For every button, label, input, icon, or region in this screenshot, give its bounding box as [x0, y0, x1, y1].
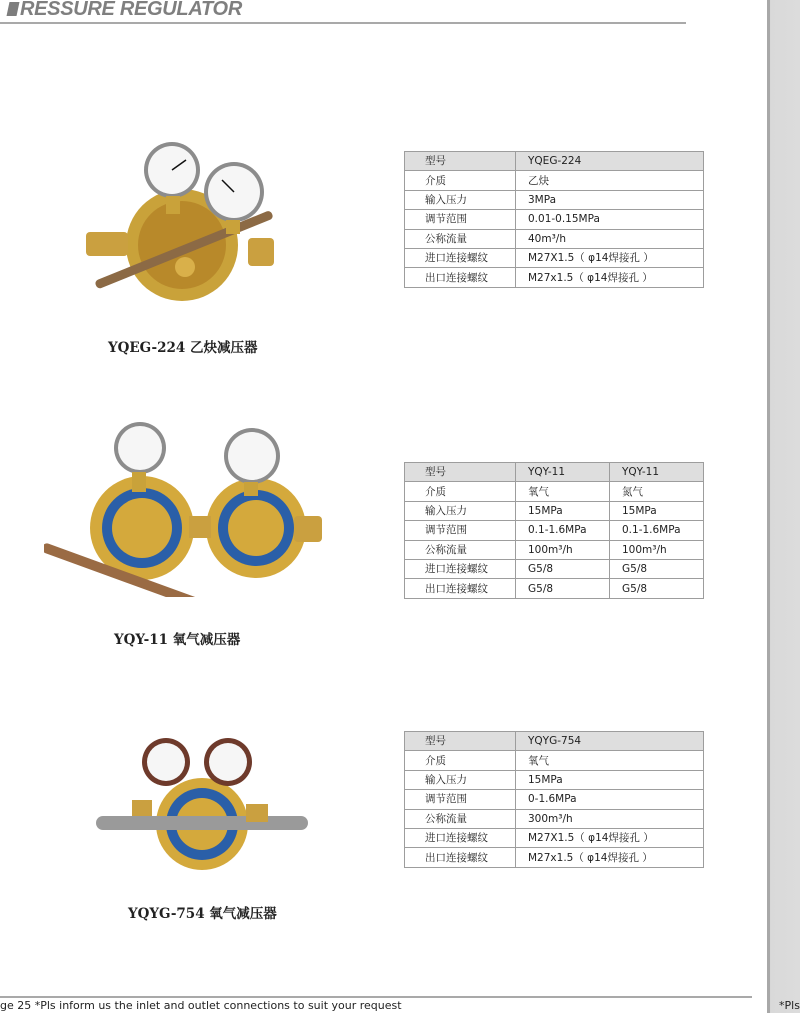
spec-value-cell: YQY-11 — [610, 463, 704, 482]
header-accent-bar — [7, 2, 20, 16]
table-header-row — [405, 732, 704, 751]
table-row — [405, 559, 704, 578]
spec-label-cell: 出口连接螺纹 — [405, 848, 516, 867]
spec-value-cell: 0.01-0.15MPa — [516, 210, 704, 229]
spec-value-cell: 300m³/h — [516, 809, 704, 828]
spec-value-cell: 氮气 — [610, 482, 704, 501]
spec-label-cell: 调节范围 — [405, 210, 516, 229]
spec-value-cell: 氧气 — [516, 482, 610, 501]
spec-value-cell: G5/8 — [516, 579, 610, 598]
spec-value-cell: G5/8 — [610, 559, 704, 578]
oxygen-nitrogen-regulator-photo — [44, 422, 324, 597]
spec-label-cell: 出口连接螺纹 — [405, 579, 516, 598]
spec-value-cell: 100m³/h — [516, 540, 610, 559]
spec-value-cell: YQEG-224 — [516, 152, 704, 171]
spec-value-cell: 100m³/h — [610, 540, 704, 559]
table-row — [405, 210, 704, 229]
spec-table — [404, 462, 704, 599]
spec-value-cell: YQY-11 — [516, 463, 610, 482]
spec-value-cell: YQYG-754 — [516, 732, 704, 751]
spec-value-cell: 40m³/h — [516, 229, 704, 248]
spec-label-cell: 公称流量 — [405, 229, 516, 248]
table-row — [405, 171, 704, 190]
table-row — [405, 482, 704, 501]
spec-label-cell: 型号 — [405, 463, 516, 482]
spec-value-cell: 15MPa — [610, 501, 704, 520]
spec-value-cell: M27x1.5（ φ14焊接孔 ） — [516, 268, 704, 287]
table-row — [405, 751, 704, 770]
spec-value-cell: M27X1.5（ φ14焊接孔 ） — [516, 828, 704, 847]
acetylene-regulator-photo — [78, 140, 278, 315]
footer-note: ge 25 *Pls inform us the inlet and outlet connections to suit your request — [0, 999, 402, 1012]
table-row — [405, 501, 704, 520]
spec-value-cell: 0.1-1.6MPa — [516, 521, 610, 540]
spec-label-cell: 出口连接螺纹 — [405, 268, 516, 287]
product-caption: YQEG-224 乙炔减压器 — [108, 340, 258, 356]
spec-label-cell: 进口连接螺纹 — [405, 828, 516, 847]
spec-value-cell: 乙炔 — [516, 171, 704, 190]
spec-value-cell: 3MPa — [516, 190, 704, 209]
footer-rule — [0, 996, 752, 998]
spec-label-cell: 型号 — [405, 152, 516, 171]
spec-label-cell: 介质 — [405, 482, 516, 501]
spec-table — [404, 731, 704, 868]
table-row — [405, 770, 704, 789]
table-row — [405, 190, 704, 209]
table-row — [405, 848, 704, 867]
spec-label-cell: 型号 — [405, 732, 516, 751]
spec-label-cell: 公称流量 — [405, 540, 516, 559]
table-row — [405, 268, 704, 287]
adjacent-page-footer-fragment: *Pls — [779, 999, 800, 1012]
product-caption: YQY-11 氧气减压器 — [114, 632, 241, 648]
table-row — [405, 790, 704, 809]
table-header-row — [405, 152, 704, 171]
spec-label-cell: 介质 — [405, 171, 516, 190]
spec-label-cell: 输入压力 — [405, 770, 516, 789]
spec-value-cell: G5/8 — [516, 559, 610, 578]
table-row — [405, 229, 704, 248]
header-rule — [0, 22, 686, 24]
table-row — [405, 521, 704, 540]
table-row — [405, 809, 704, 828]
page-title: RESSURE REGULATOR — [20, 0, 242, 20]
spec-value-cell: 0.1-1.6MPa — [610, 521, 704, 540]
spec-label-cell: 进口连接螺纹 — [405, 248, 516, 267]
page-fold-shadow — [767, 0, 770, 1013]
spec-label-cell: 公称流量 — [405, 809, 516, 828]
spec-value-cell: 15MPa — [516, 770, 704, 789]
adjacent-page-strip — [767, 0, 800, 1013]
product-caption: YQYG-754 氧气减压器 — [128, 906, 277, 922]
table-row — [405, 828, 704, 847]
spec-value-cell: M27X1.5（ φ14焊接孔 ） — [516, 248, 704, 267]
table-row — [405, 540, 704, 559]
spec-label-cell: 输入压力 — [405, 190, 516, 209]
spec-value-cell: 15MPa — [516, 501, 610, 520]
spec-value-cell: 0-1.6MPa — [516, 790, 704, 809]
table-row — [405, 248, 704, 267]
spec-label-cell: 进口连接螺纹 — [405, 559, 516, 578]
spec-label-cell: 介质 — [405, 751, 516, 770]
spec-label-cell: 调节范围 — [405, 790, 516, 809]
spec-label-cell: 输入压力 — [405, 501, 516, 520]
spec-value-cell: 氧气 — [516, 751, 704, 770]
spec-value-cell: G5/8 — [610, 579, 704, 598]
spec-label-cell: 调节范围 — [405, 521, 516, 540]
spec-table — [404, 151, 704, 288]
oxygen-regulator-photo — [96, 736, 308, 871]
spec-value-cell: M27x1.5（ φ14焊接孔 ） — [516, 848, 704, 867]
table-header-row — [405, 463, 704, 482]
table-row — [405, 579, 704, 598]
